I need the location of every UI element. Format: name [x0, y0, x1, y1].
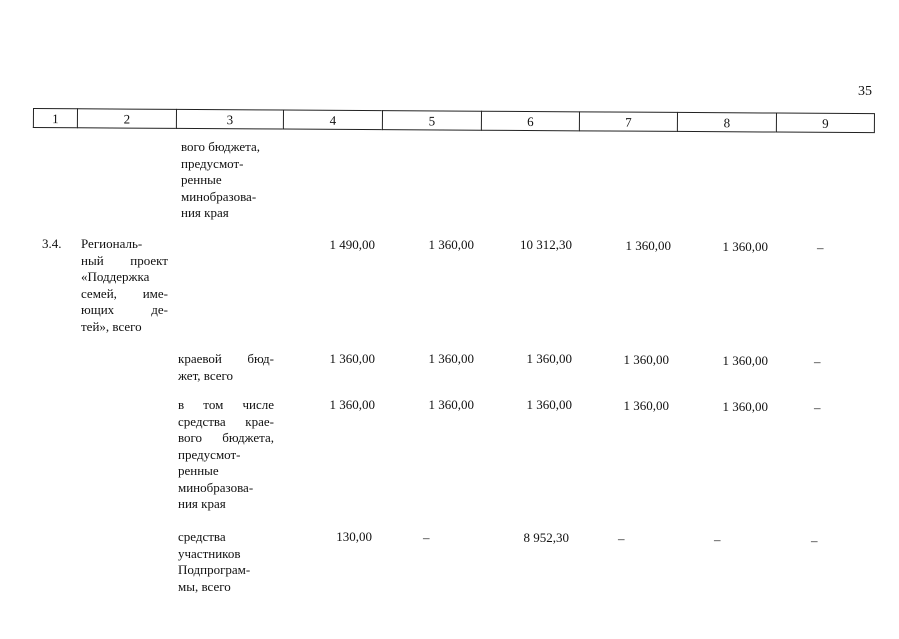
value-col8: 1 360,00: [722, 353, 768, 368]
text-line: ния края: [181, 205, 229, 220]
text-line: вого бюджета,: [181, 139, 261, 154]
value-col7: –: [618, 531, 625, 546]
text-line: ренные: [181, 172, 222, 187]
value-col5: 1 360,00: [428, 397, 474, 412]
text-line: минобразова-: [178, 479, 254, 495]
value-col5: –: [423, 530, 430, 545]
text-line: вого бюджета,: [178, 430, 274, 445]
text-line: Региональ-: [81, 236, 143, 251]
row-number: 3.4.: [42, 236, 62, 251]
continued-col3-text: [181, 139, 260, 222]
text-line: тей», всего: [81, 318, 142, 334]
column-header-7: 7: [579, 111, 677, 132]
value-col8: 1 360,00: [722, 239, 768, 254]
value-col4: 1 360,00: [329, 397, 375, 412]
text-line: ный проект: [81, 252, 168, 268]
value-col5: 1 360,00: [428, 351, 474, 366]
value-col8: 1 360,00: [722, 399, 768, 414]
text-line: средства крае-: [178, 413, 274, 429]
column-header-3: 3: [176, 109, 283, 130]
text-line: средства: [178, 529, 226, 544]
value-col9: –: [811, 533, 818, 548]
value-col6: 8 952,30: [523, 530, 569, 545]
column-header-4: 4: [283, 110, 382, 131]
column-header-8: 8: [677, 112, 776, 133]
budget-detail-label: [178, 397, 274, 513]
text-line: предусмот-: [181, 155, 244, 171]
value-col6: 1 360,00: [526, 397, 572, 412]
text-line: жет, всего: [178, 367, 234, 383]
value-col4: 1 490,00: [329, 237, 375, 252]
text-line: минобразова-: [181, 188, 257, 204]
text-line: участников: [178, 545, 241, 561]
participants-label: [178, 529, 250, 595]
value-col5: 1 360,00: [428, 237, 474, 252]
text-line: ренные: [178, 463, 219, 478]
text-line: краевой бюд-: [178, 351, 274, 366]
value-col6: 10 312,30: [520, 237, 572, 252]
project-name: [81, 236, 168, 335]
text-line: предусмот-: [178, 446, 241, 462]
text-line: «Поддержка: [81, 269, 150, 284]
column-header-1: 1: [33, 108, 77, 128]
value-col6: 1 360,00: [526, 351, 572, 366]
value-col8: –: [714, 532, 721, 547]
value-col7: 1 360,00: [625, 238, 671, 253]
text-line: ния края: [178, 496, 226, 511]
page-number: 35: [858, 84, 872, 99]
text-line: ющих де-: [81, 302, 168, 317]
column-header-5: 5: [382, 110, 481, 131]
column-header-6: 6: [481, 111, 579, 132]
column-header-2: 2: [77, 108, 176, 129]
budget-label: [178, 351, 274, 384]
column-header-9: 9: [776, 113, 875, 134]
text-line: мы, всего: [178, 578, 231, 594]
value-col9: –: [814, 400, 821, 415]
text-line: семей, име-: [81, 285, 168, 301]
text-line: в том числе: [178, 397, 274, 412]
value-col4: 130,00: [336, 529, 372, 544]
value-col4: 1 360,00: [329, 351, 375, 366]
value-col7: 1 360,00: [623, 352, 669, 367]
value-col7: 1 360,00: [623, 398, 669, 413]
value-col9: –: [814, 354, 821, 369]
text-line: Подпрограм-: [178, 562, 251, 577]
value-col9: –: [817, 240, 824, 255]
column-header-row: [33, 108, 875, 135]
